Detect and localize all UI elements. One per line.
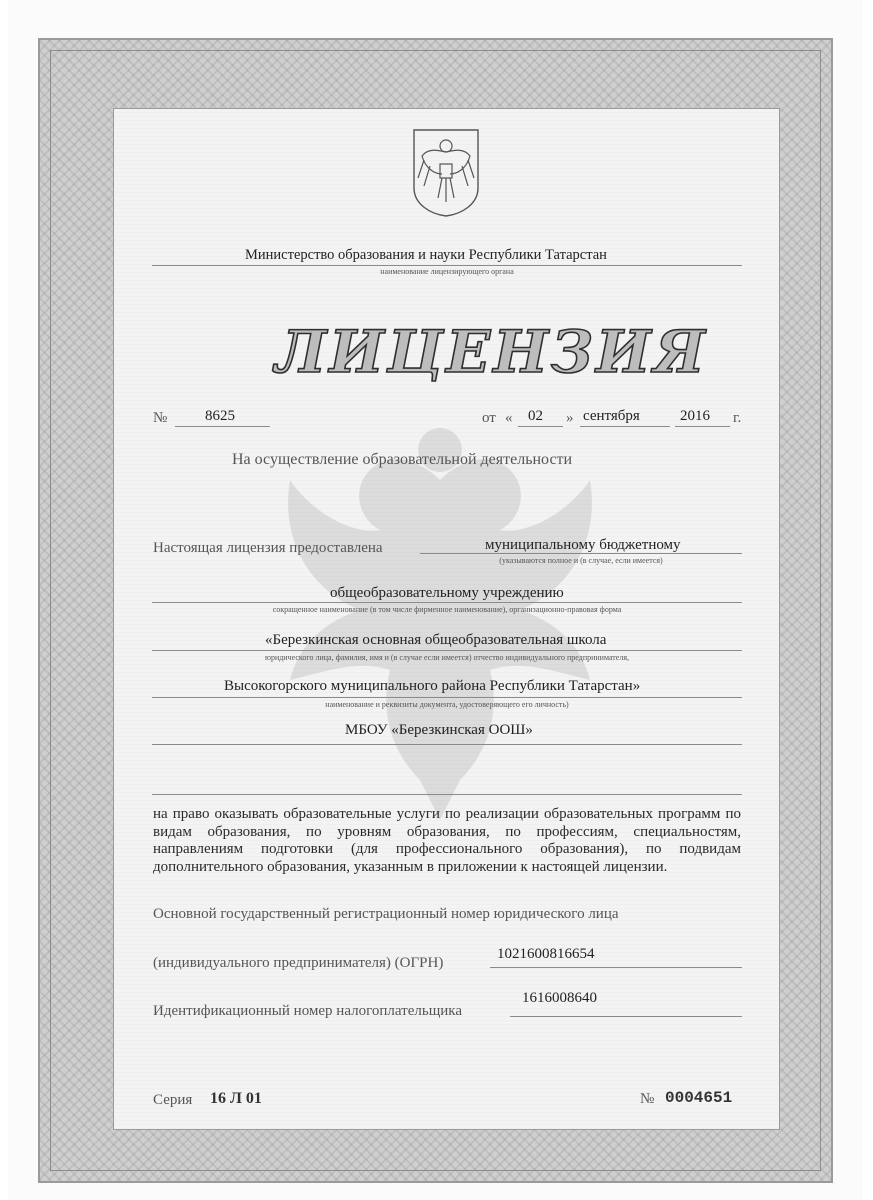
grantee-underline-5 — [152, 744, 742, 745]
grantee-intro: Настоящая лицензия предоставлена — [153, 540, 383, 556]
grantee-line-4: Высокогорского муниципального района Республики Татарстан» — [224, 678, 641, 694]
grantee-line-1: муниципальному бюджетному — [485, 537, 681, 553]
quote-close: » — [566, 410, 574, 426]
grantee-caption-2: сокращенное наименование (в том числе фирменное наименование), организационно-правовая форма — [272, 605, 622, 614]
license-day: 02 — [528, 408, 543, 424]
grantee-underline-2 — [152, 602, 742, 603]
authority-name: Министерство образования и науки Республики Татарстан — [245, 247, 607, 263]
authority-line — [152, 265, 742, 266]
grantee-underline-6 — [152, 794, 742, 795]
activity-type: На осуществление образовательной деятельности — [232, 451, 573, 468]
ogrn-underline — [490, 967, 742, 968]
grantee-underline-1 — [420, 553, 742, 554]
license-year: 2016 — [680, 408, 710, 424]
number-line — [175, 426, 270, 427]
coat-of-arms-icon — [410, 126, 482, 218]
inn-label: Идентификационный номер налогоплательщика — [153, 1003, 463, 1019]
ogrn-label-1: Основной государственный регистрационный номер юридического лица — [153, 906, 619, 922]
form-number-label: № — [640, 1091, 655, 1107]
inn-value: 1616008640 — [522, 990, 597, 1006]
inn-underline — [510, 1016, 742, 1017]
grantee-line-2: общеобразовательному учреждению — [330, 585, 564, 601]
license-number: 8625 — [205, 408, 235, 424]
month-line — [580, 426, 670, 427]
ogrn-label-2: (индивидуального предпринимателя) (ОГРН) — [153, 955, 444, 971]
grantee-underline-4 — [152, 697, 742, 698]
grantee-underline-3 — [152, 650, 742, 651]
series-label: Серия — [153, 1092, 193, 1108]
rights-paragraph: на право оказывать образовательные услуги по реализации образовательных программ по видам образования, по уровням образования, по профессиям, специальностям, направлениям подготовки (для профессионального образования), по подвидам дополнительного образования, указанным в приложении к настоящей лицензии. — [153, 806, 741, 875]
date-prefix: от — [482, 410, 496, 426]
ogrn-value: 1021600816654 — [497, 946, 595, 962]
quote-open: « — [505, 410, 513, 426]
series-value: 16 Л 01 — [210, 1090, 262, 1107]
license-month: сентября — [583, 408, 640, 424]
document-title: ЛИЦЕНЗИЯ — [275, 318, 708, 386]
grantee-short-name: МБОУ «Березкинская ООШ» — [345, 722, 533, 738]
year-suffix: г. — [733, 410, 742, 426]
grantee-caption-1: (указываются полное и (в случае, если имеется) — [499, 556, 663, 565]
double-headed-eagle-icon — [250, 420, 630, 840]
grantee-caption-3: юридического лица, фамилия, имя и (в случае если имеется) отчество индивидуального предпринимателя, — [264, 653, 630, 662]
grantee-caption-4: наименование и реквизиты документа, удостоверяющего его личность) — [325, 700, 569, 709]
grantee-line-3: «Березкинская основная общеобразовательная школа — [265, 632, 607, 648]
form-number: 0004651 — [665, 1089, 733, 1107]
year-line — [675, 426, 730, 427]
number-label: № — [153, 410, 168, 426]
authority-caption: наименование лицензирующего органа — [380, 267, 514, 276]
day-line — [518, 426, 563, 427]
